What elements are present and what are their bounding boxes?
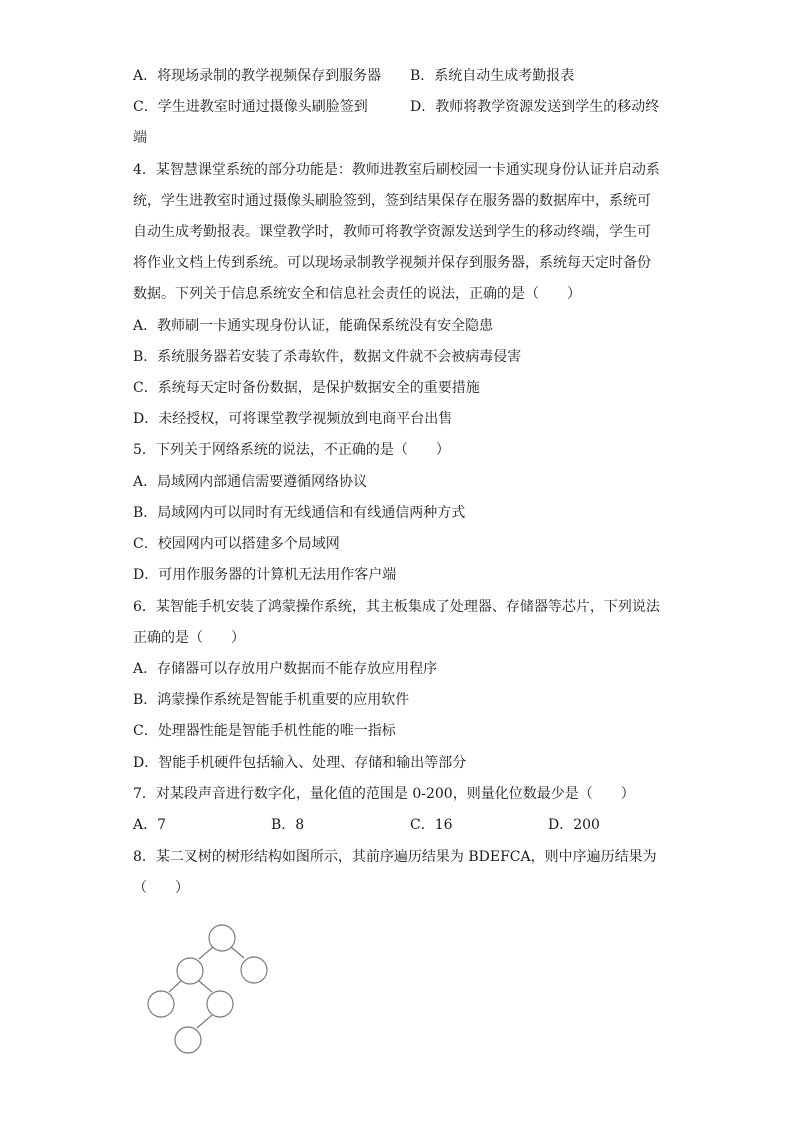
q3-option-d-continued: 端 xyxy=(133,130,147,146)
binary-tree-figure xyxy=(140,918,280,1063)
q8-stem-line-1: 8．某二叉树的树形结构如图所示，其前序遍历结果为 BDEFCA，则中序遍历结果为 xyxy=(133,849,657,865)
q5-option-d: D．可用作服务器的计算机无法用作客户端 xyxy=(133,567,397,583)
q5-option-a: A．局域网内部通信需要遵循网络协议 xyxy=(133,474,368,490)
q6-option-b: B．鸿蒙操作系统是智能手机重要的应用软件 xyxy=(133,692,410,708)
tree-node-left-right-left xyxy=(175,1027,201,1053)
q7-stem: 7．对某段声音进行数字化，量化值的范围是 0-200，则量化位数最少是（ ） xyxy=(133,786,635,802)
q4-stem-line-5: 数据。下列关于信息系统安全和信息社会责任的说法，正确的是（ ） xyxy=(133,286,581,302)
q6-option-d: D．智能手机硬件包括输入、处理、存储和输出等部分 xyxy=(133,755,467,771)
q5-option-c: C．校园网内可以搭建多个局域网 xyxy=(133,536,340,552)
q4-stem-line-4: 将作业文档上传到系统。可以现场录制教学视频并保存到服务器，系统每天定时备份 xyxy=(133,255,651,271)
q4-stem-line-2: 统，学生进教室时通过摄像头刷脸签到，签到结果保存在服务器的数据库中，系统可 xyxy=(133,193,651,209)
tree-node-root xyxy=(209,925,235,951)
q3-option-b: B．系统自动生成考勤报表 xyxy=(410,68,575,84)
q7-option-a: A．7 xyxy=(133,817,167,833)
q4-option-b: B．系统服务器若安装了杀毒软件，数据文件就不会被病毒侵害 xyxy=(133,349,522,365)
q8-stem-line-2: （ ） xyxy=(133,880,189,896)
q7-option-b: B．8 xyxy=(271,817,305,833)
q5-option-b: B．局域网内可以同时有无线通信和有线通信两种方式 xyxy=(133,505,466,521)
tree-edge xyxy=(231,947,244,958)
tree-node-left-left xyxy=(148,991,174,1017)
tree-edge xyxy=(197,1015,212,1028)
q6-stem-line-1: 6．某智能手机安装了鸿蒙操作系统，其主板集成了处理器、存储器等芯片，下列说法 xyxy=(133,599,660,615)
tree-node-right xyxy=(241,957,267,983)
q3-option-c: C．学生进教室时通过摄像头刷脸签到 xyxy=(133,99,368,115)
tree-node-left xyxy=(177,958,203,984)
q4-stem-line-3: 自动生成考勤报表。课堂教学时，教师可将教学资源发送到学生的移动终端，学生可 xyxy=(133,224,651,240)
q7-option-c: C．16 xyxy=(410,817,453,833)
q3-option-a: A．将现场录制的教学视频保存到服务器 xyxy=(133,68,382,84)
q6-option-a: A．存储器可以存放用户数据而不能存放应用程序 xyxy=(133,661,438,677)
q7-option-d: D．200 xyxy=(548,817,600,833)
tree-edge xyxy=(199,981,212,992)
q6-option-c: C．处理器性能是智能手机性能的唯一指标 xyxy=(133,723,396,739)
q4-stem-line-1: 4．某智慧课堂系统的部分功能是：教师进教室后刷校园一卡通实现身份认证并启动系 xyxy=(133,162,660,178)
q4-option-c: C．系统每天定时备份数据，是保护数据安全的重要措施 xyxy=(133,380,480,396)
tree-edge xyxy=(169,981,181,992)
tree-node-left-right xyxy=(207,991,233,1017)
q5-stem: 5．下列关于网络系统的说法，不正确的是（ ） xyxy=(133,442,450,458)
tree-edge xyxy=(199,947,213,959)
q6-stem-line-2: 正确的是（ ） xyxy=(133,630,245,646)
q4-option-a: A．教师刷一卡通实现身份认证，能确保系统没有安全隐患 xyxy=(133,318,494,334)
q4-option-d: D．未经授权，可将课堂教学视频放到电商平台出售 xyxy=(133,411,453,427)
q3-option-d: D．教师将教学资源发送到学生的移动终 xyxy=(410,99,660,115)
